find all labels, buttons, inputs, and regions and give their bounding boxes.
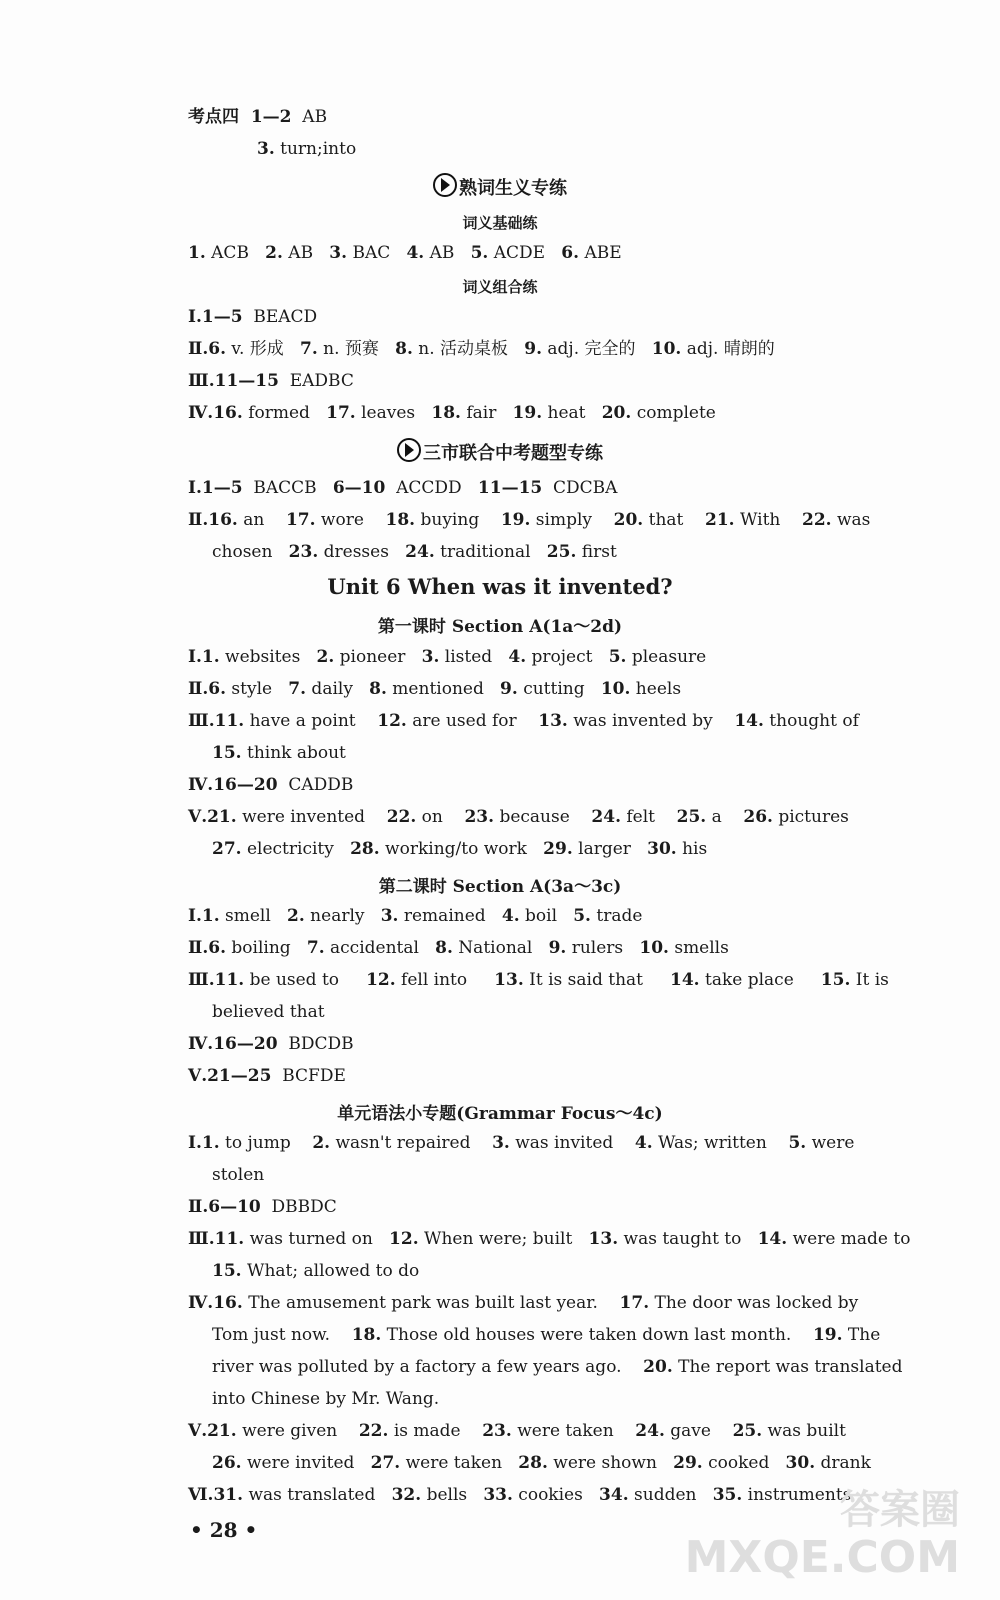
question-number: Ⅲ.11. bbox=[188, 970, 245, 990]
answer-text: The amusement park was built last year. bbox=[242, 1293, 620, 1313]
answer-text: were invented bbox=[236, 807, 387, 827]
answer-line bbox=[188, 806, 849, 828]
question-number: Ⅰ.1. bbox=[188, 1133, 220, 1153]
answer-text: instruments bbox=[742, 1485, 852, 1505]
question-number: Ⅲ.11. bbox=[188, 711, 245, 731]
answer-text: thought of bbox=[763, 711, 859, 731]
answer-line bbox=[188, 1065, 346, 1087]
question-number: 17. bbox=[619, 1293, 650, 1313]
answer-text: formed bbox=[242, 403, 327, 423]
answer-text: BDCDB bbox=[277, 1034, 354, 1054]
question-number: Ⅱ.16. bbox=[188, 510, 238, 530]
answer-text: n. 活动桌板 bbox=[412, 339, 525, 359]
answer-text: What; allowed to do bbox=[241, 1261, 420, 1281]
answer-line bbox=[212, 1164, 264, 1186]
answer-text: was bbox=[831, 510, 871, 530]
answer-line bbox=[212, 1452, 871, 1474]
answer-line bbox=[188, 905, 642, 927]
answer-text: cookies bbox=[512, 1485, 600, 1505]
answer-text: felt bbox=[620, 807, 677, 827]
watermark-site: MXQE.COM bbox=[684, 1532, 960, 1583]
question-number: 27. bbox=[370, 1453, 401, 1473]
answer-line bbox=[188, 370, 354, 392]
question-number: 4. bbox=[634, 1133, 653, 1153]
question-number: 18. bbox=[351, 1325, 382, 1345]
question-number: 3. bbox=[421, 647, 440, 667]
question-number: 10. bbox=[600, 679, 631, 699]
answer-line bbox=[188, 1196, 337, 1218]
question-number: 5. bbox=[788, 1133, 807, 1153]
question-number: 20. bbox=[643, 1357, 673, 1377]
subheading-basic: 词义基础练 bbox=[462, 214, 538, 232]
answer-text: cutting bbox=[517, 679, 601, 699]
question-number: 33. bbox=[483, 1485, 513, 1505]
question-number: Ⅴ.21. bbox=[188, 807, 237, 827]
answer-line bbox=[188, 646, 706, 668]
answer-line bbox=[188, 1132, 854, 1154]
question-number: 19. bbox=[812, 1325, 843, 1345]
line-kaodian4-3 bbox=[257, 138, 356, 160]
answer-text: think about bbox=[241, 743, 346, 763]
question-number: 20. bbox=[613, 510, 644, 530]
answer-text: was taught to bbox=[618, 1229, 758, 1249]
question-number: 14. bbox=[734, 711, 764, 731]
question-number: 3. bbox=[380, 906, 399, 926]
question-number: 3. bbox=[492, 1133, 510, 1153]
question-number: 9. bbox=[548, 938, 567, 958]
question-number: Ⅱ.6. bbox=[188, 339, 226, 359]
answer-text: traditional bbox=[434, 542, 547, 562]
arrow-circle-icon bbox=[397, 438, 421, 462]
question-number: 考点四 1—2 bbox=[188, 107, 292, 127]
answer-text: BCFDE bbox=[271, 1066, 346, 1086]
question-number: 30. bbox=[647, 839, 677, 859]
question-number: 10. bbox=[651, 339, 682, 359]
question-number: 29. bbox=[543, 839, 573, 859]
answer-text: were bbox=[806, 1133, 855, 1153]
answer-text: AB bbox=[424, 243, 471, 263]
answer-text: Those old houses were taken down last month. bbox=[381, 1325, 813, 1345]
answer-text: project bbox=[526, 647, 609, 667]
answer-line bbox=[188, 774, 353, 796]
question-number: 24. bbox=[635, 1421, 665, 1441]
answer-line bbox=[188, 402, 716, 424]
answer-text: remained bbox=[398, 906, 502, 926]
question-number: 1. bbox=[188, 243, 206, 263]
question-number: 28. bbox=[350, 839, 380, 859]
question-number: 12. bbox=[377, 711, 407, 731]
question-number: 32. bbox=[391, 1485, 422, 1505]
question-number: 8. bbox=[395, 339, 413, 359]
answer-line bbox=[188, 1292, 858, 1314]
answer-text: With bbox=[734, 510, 802, 530]
answer-text: were made to bbox=[787, 1229, 911, 1249]
question-number: Ⅱ.6. bbox=[188, 679, 226, 699]
answer-text: v. 形成 bbox=[226, 339, 301, 359]
answer-text: accidental bbox=[324, 938, 436, 958]
answer-line bbox=[188, 1228, 910, 1250]
answer-text: leaves bbox=[355, 403, 432, 423]
answer-text: because bbox=[494, 807, 592, 827]
answer-text: working/to work bbox=[379, 839, 544, 859]
answer-line bbox=[188, 477, 617, 499]
answer-line bbox=[188, 969, 889, 991]
question-number: 25. bbox=[732, 1421, 763, 1441]
answer-text: rulers bbox=[566, 938, 640, 958]
answer-line bbox=[212, 742, 346, 764]
question-number: 19. bbox=[500, 510, 531, 530]
answer-text: websites bbox=[219, 647, 317, 667]
answer-text: wasn't repaired bbox=[330, 1133, 493, 1153]
question-number: 13. bbox=[538, 711, 568, 731]
question-number: 5. bbox=[608, 647, 627, 667]
answer-text: chosen bbox=[212, 542, 289, 562]
question-number: 22. bbox=[386, 807, 417, 827]
answer-text: fair bbox=[460, 403, 513, 423]
question-number: 5. bbox=[470, 243, 489, 263]
answer-text: trade bbox=[590, 906, 643, 926]
answer-text: fell into bbox=[395, 970, 495, 990]
question-number: 18. bbox=[385, 510, 416, 530]
answer-text: The bbox=[842, 1325, 881, 1345]
question-number: 6. bbox=[561, 243, 580, 263]
page-number: • 28 • bbox=[190, 1518, 258, 1542]
question-number: 28. bbox=[518, 1453, 548, 1473]
question-number: 4. bbox=[406, 243, 425, 263]
banner-title: 熟词生义专练 bbox=[459, 178, 567, 199]
answer-text: stolen bbox=[212, 1165, 265, 1185]
question-number: 27. bbox=[212, 839, 242, 859]
unit-title: Unit 6 When was it invented? bbox=[327, 574, 673, 599]
answer-text: simply bbox=[530, 510, 614, 530]
question-number: 25. bbox=[676, 807, 707, 827]
question-number: 24. bbox=[591, 807, 621, 827]
question-number: 8. bbox=[369, 679, 387, 699]
banner-title: 三市联合中考题型专练 bbox=[423, 443, 603, 464]
answer-text: boiling bbox=[226, 938, 307, 958]
question-number: 26. bbox=[743, 807, 773, 827]
answer-line bbox=[212, 1356, 902, 1378]
answer-text: It is bbox=[850, 970, 889, 990]
question-number: Ⅴ.21—25 bbox=[188, 1066, 272, 1086]
answer-text: CDCBA bbox=[542, 478, 618, 498]
answer-text: smell bbox=[219, 906, 288, 926]
answer-line bbox=[188, 306, 317, 328]
answer-text: boil bbox=[519, 906, 574, 926]
answer-text: BEACD bbox=[242, 307, 318, 327]
answer-text: have a point bbox=[244, 711, 378, 731]
question-number: Ⅱ.6. bbox=[188, 938, 226, 958]
answer-line bbox=[212, 541, 617, 563]
section-banner-shuci bbox=[0, 173, 1000, 200]
question-number: Ⅳ.16. bbox=[188, 1293, 243, 1313]
answer-text: drank bbox=[815, 1453, 871, 1473]
question-number: 9. bbox=[500, 679, 518, 699]
answer-text: mentioned bbox=[386, 679, 501, 699]
lesson-heading-2: 第二课时 Section A(3a～3c) bbox=[378, 877, 622, 897]
question-number: Ⅰ.1. bbox=[188, 906, 220, 926]
question-number: 15. bbox=[212, 1261, 242, 1281]
answer-text: bells bbox=[421, 1485, 484, 1505]
answer-line bbox=[188, 1420, 846, 1442]
answer-text: pleasure bbox=[626, 647, 707, 667]
answer-text: ACB bbox=[205, 243, 266, 263]
question-number: 2. bbox=[287, 906, 305, 926]
answer-text: was translated bbox=[243, 1485, 392, 1505]
answer-text: were given bbox=[236, 1421, 359, 1441]
question-number: 24. bbox=[405, 542, 435, 562]
question-number: 2. bbox=[316, 647, 335, 667]
answer-text: turn;into bbox=[274, 139, 357, 159]
question-number: 5. bbox=[573, 906, 591, 926]
question-number: 29. bbox=[673, 1453, 703, 1473]
answer-text: a bbox=[706, 807, 744, 827]
question-number: 13. bbox=[494, 970, 524, 990]
answer-text: were taken bbox=[511, 1421, 636, 1441]
question-number: 7. bbox=[300, 339, 318, 359]
question-number: 12. bbox=[389, 1229, 419, 1249]
question-number: Ⅳ.16—20 bbox=[188, 775, 278, 795]
question-number: 34. bbox=[599, 1485, 629, 1505]
answer-text: were invited bbox=[241, 1453, 371, 1473]
answer-text: pictures bbox=[772, 807, 849, 827]
question-number: 15. bbox=[212, 743, 242, 763]
answer-text: on bbox=[416, 807, 465, 827]
answer-text: The report was translated bbox=[672, 1357, 903, 1377]
lesson-heading-3: 单元语法小专题(Grammar Focus～4c) bbox=[337, 1104, 663, 1124]
question-number: 2. bbox=[312, 1133, 331, 1153]
question-number: 23. bbox=[464, 807, 495, 827]
answer-text: ACCDD bbox=[385, 478, 478, 498]
answer-text: When were; built bbox=[418, 1229, 589, 1249]
answer-line-basic bbox=[188, 242, 622, 264]
answer-text: that bbox=[643, 510, 705, 530]
answer-text: into Chinese by Mr. Wang. bbox=[212, 1389, 440, 1409]
question-number: 21. bbox=[705, 510, 735, 530]
answer-text: is made bbox=[388, 1421, 483, 1441]
question-number: 22. bbox=[358, 1421, 389, 1441]
answer-text: believed that bbox=[212, 1002, 325, 1022]
answer-text: was built bbox=[762, 1421, 846, 1441]
question-number: 22. bbox=[802, 510, 832, 530]
answer-text: CADDB bbox=[277, 775, 354, 795]
answer-text: style bbox=[226, 679, 289, 699]
answer-line bbox=[212, 1001, 325, 1023]
answer-text: be used to bbox=[244, 970, 367, 990]
answer-text: wore bbox=[315, 510, 386, 530]
answer-text: was invented by bbox=[567, 711, 735, 731]
question-number: 35. bbox=[712, 1485, 743, 1505]
question-number: 2. bbox=[265, 243, 283, 263]
arrow-circle-icon bbox=[433, 173, 457, 197]
answer-text: adj. 晴朗的 bbox=[681, 339, 775, 359]
answer-line bbox=[188, 710, 859, 732]
answer-text: was invited bbox=[509, 1133, 635, 1153]
answer-text: take place bbox=[699, 970, 821, 990]
question-number: 20. bbox=[601, 403, 632, 423]
question-number: 30. bbox=[785, 1453, 816, 1473]
question-number: 4. bbox=[508, 647, 527, 667]
answer-text: heels bbox=[630, 679, 682, 699]
question-number: 10. bbox=[639, 938, 669, 958]
answer-text: heat bbox=[542, 403, 602, 423]
answer-line bbox=[188, 509, 870, 531]
answer-text: gave bbox=[664, 1421, 733, 1441]
question-number: Ⅴ.21. bbox=[188, 1421, 237, 1441]
question-number: 9. bbox=[524, 339, 543, 359]
question-number: 18. bbox=[431, 403, 461, 423]
answer-text: pioneer bbox=[334, 647, 422, 667]
answer-text: were taken bbox=[400, 1453, 519, 1473]
answer-text: DBBDC bbox=[260, 1197, 337, 1217]
answer-line bbox=[212, 1388, 439, 1410]
answer-line bbox=[188, 937, 729, 959]
question-number: 14. bbox=[670, 970, 700, 990]
question-number: Ⅱ.6—10 bbox=[188, 1197, 261, 1217]
answer-text: Tom just now. bbox=[212, 1325, 352, 1345]
answer-text: ACDE bbox=[488, 243, 562, 263]
question-number: 23. bbox=[288, 542, 319, 562]
question-number: 26. bbox=[212, 1453, 242, 1473]
question-number: 7. bbox=[288, 679, 307, 699]
answer-text: an bbox=[237, 510, 286, 530]
question-number: 19. bbox=[512, 403, 543, 423]
answer-text: smells bbox=[668, 938, 729, 958]
answer-text: National bbox=[452, 938, 549, 958]
question-number: Ⅲ.11. bbox=[188, 1229, 245, 1249]
answer-text: were shown bbox=[547, 1453, 674, 1473]
answer-text: ABE bbox=[579, 243, 622, 263]
question-number: 8. bbox=[435, 938, 453, 958]
answer-text: n. 预赛 bbox=[317, 339, 396, 359]
answer-line bbox=[188, 1484, 851, 1506]
answer-line bbox=[212, 838, 707, 860]
question-number: 3. bbox=[329, 243, 348, 263]
line-kaodian4 bbox=[188, 106, 327, 128]
answer-text: EADBC bbox=[278, 371, 354, 391]
question-number: 17. bbox=[285, 510, 316, 530]
question-number: 23. bbox=[482, 1421, 512, 1441]
answer-text: electricity bbox=[241, 839, 351, 859]
answer-line bbox=[188, 338, 775, 360]
answer-text: first bbox=[576, 542, 617, 562]
answer-text: cooked bbox=[702, 1453, 786, 1473]
answer-text: larger bbox=[572, 839, 648, 859]
answer-text: adj. 完全的 bbox=[542, 339, 652, 359]
answer-text: BACCB bbox=[242, 478, 333, 498]
answer-text: buying bbox=[415, 510, 501, 530]
question-number: Ⅵ.31. bbox=[188, 1485, 244, 1505]
question-number: 25. bbox=[546, 542, 577, 562]
watermark-brand: 答案圈 bbox=[840, 1487, 960, 1533]
question-number: Ⅳ.16—20 bbox=[188, 1034, 278, 1054]
question-number: 17. bbox=[326, 403, 356, 423]
question-number: 13. bbox=[588, 1229, 619, 1249]
answer-text: listed bbox=[439, 647, 509, 667]
answer-text: AB bbox=[282, 243, 330, 263]
answer-text: river was polluted by a factory a few years ago. bbox=[212, 1357, 644, 1377]
question-number: 3. bbox=[257, 139, 275, 159]
answer-text: The door was locked by bbox=[649, 1293, 859, 1313]
answer-line bbox=[188, 1033, 354, 1055]
lesson-heading-1: 第一课时 Section A(1a～2d) bbox=[377, 617, 623, 637]
section-banner-sanshi bbox=[0, 438, 1000, 465]
question-number: 15. bbox=[820, 970, 851, 990]
question-number: Ⅳ.16. bbox=[188, 403, 243, 423]
question-number: Ⅰ.1. bbox=[188, 647, 220, 667]
question-number: 14. bbox=[757, 1229, 788, 1249]
answer-text: Was; written bbox=[652, 1133, 789, 1153]
answer-text: are used for bbox=[406, 711, 539, 731]
answer-text: nearly bbox=[304, 906, 381, 926]
question-number: 11—15 bbox=[477, 478, 543, 498]
question-number: Ⅰ.1—5 bbox=[188, 478, 243, 498]
answer-line bbox=[212, 1324, 880, 1346]
answer-text: BAC bbox=[347, 243, 407, 263]
answer-text: to jump bbox=[219, 1133, 313, 1153]
question-number: 4. bbox=[501, 906, 520, 926]
answer-text: It is said that bbox=[523, 970, 671, 990]
question-number: 12. bbox=[366, 970, 396, 990]
answer-text: complete bbox=[631, 403, 716, 423]
answer-text: dresses bbox=[318, 542, 406, 562]
answer-text: his bbox=[676, 839, 708, 859]
subheading-combo: 词义组合练 bbox=[462, 278, 538, 296]
question-number: 7. bbox=[306, 938, 325, 958]
question-number: 6—10 bbox=[332, 478, 386, 498]
answer-text: AB bbox=[291, 107, 328, 127]
answer-text: sudden bbox=[628, 1485, 713, 1505]
question-number: Ⅲ.11—15 bbox=[188, 371, 279, 391]
answer-text: daily bbox=[306, 679, 370, 699]
question-number: Ⅰ.1—5 bbox=[188, 307, 243, 327]
answer-line bbox=[188, 678, 681, 700]
answer-text: was turned on bbox=[244, 1229, 390, 1249]
answer-line bbox=[212, 1260, 419, 1282]
